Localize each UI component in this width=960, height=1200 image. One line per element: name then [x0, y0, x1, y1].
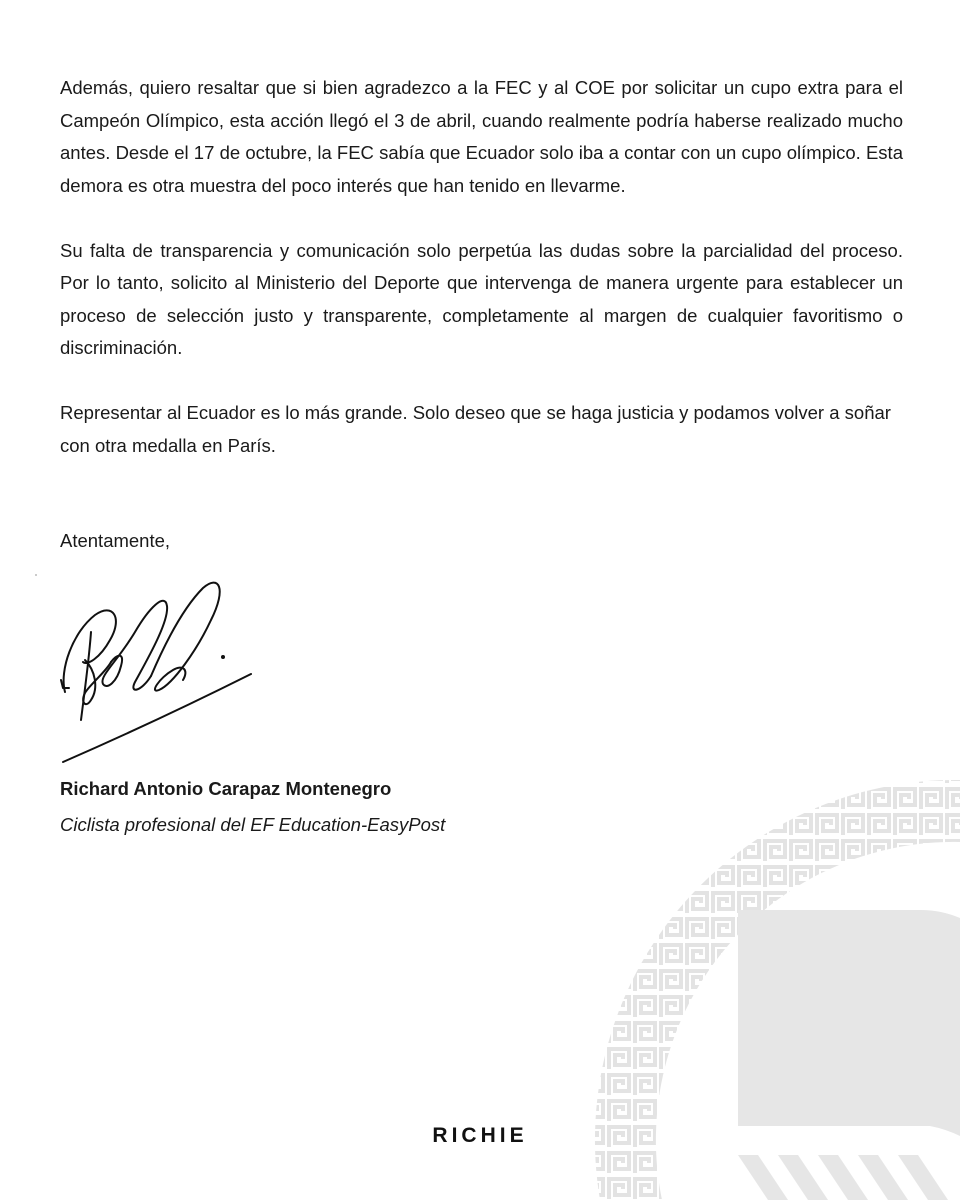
letter-body: [60, 72, 903, 495]
paragraph-2: Su falta de transparencia y comunicación solo perpetúa las dudas sobre la parcialidad del proceso. Por lo tanto, solicito al Ministerio del Deporte que intervenga de manera urgente para establecer un proceso de selección justo y transparente, completamente al margen de cualquier favoritismo o discriminación.: [60, 239, 903, 358]
paragraph-3: Representar al Ecuador es lo más grande. Solo deseo que se haga justicia y podamos volver a soñar con otra medalla en París.: [60, 402, 891, 456]
stray-mark: [35, 574, 37, 576]
signer-name: Richard Antonio Carapaz Montenegro: [60, 778, 392, 799]
signer-title: Ciclista profesional del EF Education-EasyPost: [60, 814, 446, 835]
brand-logo: RICHIE: [432, 1124, 528, 1147]
closing: Atentamente,: [60, 530, 171, 551]
paragraph-1: Además, quiero resaltar que si bien agradezco a la FEC y al COE por solicitar un cupo extra para el Campeón Olímpico, esta acción llegó el 3 de abril, cuando realmente podría haberse realizado mucho antes. Desde el 17 de octubre, la FEC sabía que Ecuador solo iba a contar con un cupo olímpico. Esta demora es otra muestra del poco interés que han tenido en llevarme.: [60, 77, 903, 196]
signature-icon: [55, 570, 260, 770]
